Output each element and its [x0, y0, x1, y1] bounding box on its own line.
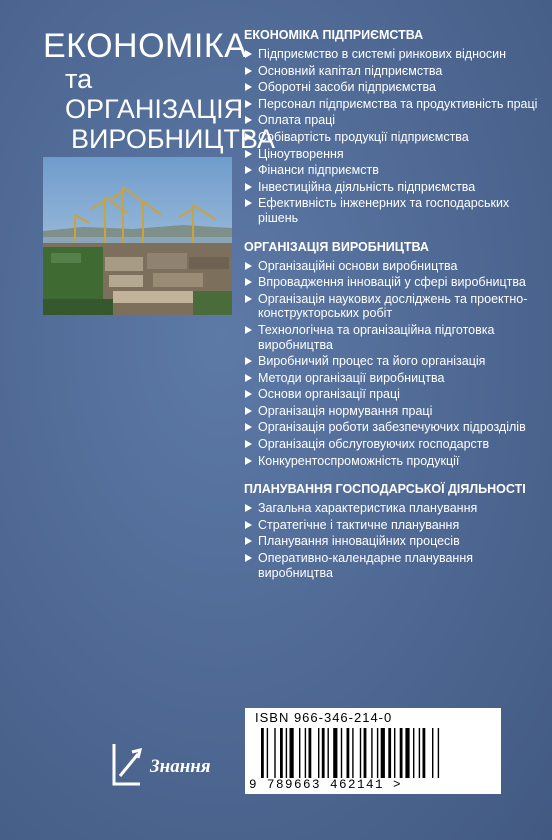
contents-item: Собівартість продукції підприємства: [244, 130, 544, 145]
contents-item: Стратегічне і тактичне планування: [244, 518, 544, 533]
title-line-2: та ОРГАНІЗАЦІЯ: [65, 64, 244, 124]
arrow-bullet-icon: [245, 278, 252, 286]
contents-item: Організація нормування праці: [244, 404, 544, 419]
table-of-contents: [244, 28, 544, 594]
isbn-barcode: [245, 708, 501, 794]
arrow-bullet-icon: [245, 423, 252, 431]
contents-item: Конкурентоспроможність продукції: [244, 454, 544, 469]
arrow-bullet-icon: [245, 183, 252, 191]
arrow-bullet-icon: [245, 133, 252, 141]
contents-item: Оборотні засоби підприємства: [244, 80, 544, 95]
arrow-bullet-icon: [245, 83, 252, 91]
contents-item: Персонал підприємства та продуктивність праці: [244, 97, 544, 112]
arrow-bullet-icon: [245, 537, 252, 545]
arrow-bullet-icon: [245, 504, 252, 512]
title-line-3: ВИРОБНИЦТВА: [71, 124, 276, 154]
arrow-bullet-icon: [245, 150, 252, 158]
arrow-bullet-icon: [245, 295, 252, 303]
contents-item: Підприємство в системі ринкових відносин: [244, 47, 544, 62]
arrow-bullet-icon: [245, 100, 252, 108]
arrow-bullet-icon: [245, 262, 252, 270]
contents-item: Оперативно-календарне планування виробництва: [244, 551, 544, 580]
section-heading: ЕКОНОМІКА ПІДПРИЄМСТВА: [244, 28, 424, 42]
publisher-logo: [110, 742, 230, 790]
section-heading: ПЛАНУВАННЯ ГОСПОДАРСЬКОЇ ДІЯЛЬНОСТІ: [244, 482, 526, 497]
arrow-bullet-icon: [245, 67, 252, 75]
contents-item: Виробничий процес та його організація: [244, 354, 544, 369]
contents-item: Організація обслуговуючих господарств: [244, 437, 544, 452]
contents-item: Організаційні основи виробництва: [244, 259, 544, 274]
arrow-bullet-icon: [245, 440, 252, 448]
contents-item: Ціноутворення: [244, 147, 544, 162]
contents-item: Основи організації праці: [244, 387, 544, 402]
publisher-name: Знання: [150, 756, 211, 777]
contents-item: Організація роботи забезпечуючих підрозділів: [244, 420, 544, 435]
barcode-icon: [259, 728, 493, 778]
arrow-bullet-icon: [245, 374, 252, 382]
isbn-number: ISBN 966-346-214-0: [255, 710, 393, 725]
contents-item: Оплата праці: [244, 113, 544, 128]
arrow-bullet-icon: [245, 326, 252, 334]
arrow-bullet-icon: [245, 199, 252, 207]
arrow-bullet-icon: [245, 554, 252, 562]
arrow-bullet-icon: [245, 407, 252, 415]
contents-item: Впровадження інновацій у сфері виробництва: [244, 275, 544, 290]
port-cranes-photo: [43, 157, 232, 315]
contents-item: Організація наукових досліджень та проектно-конструкторських робіт: [244, 292, 544, 321]
contents-item: Основний капітал підприємства: [244, 64, 544, 79]
contents-item: Планування інноваційних процесів: [244, 534, 544, 549]
book-title: [43, 27, 276, 154]
contents-item: Фінанси підприємств: [244, 163, 544, 178]
arrow-bullet-icon: [245, 357, 252, 365]
section-heading: ОРГАНІЗАЦІЯ ВИРОБНИЦТВА: [244, 239, 429, 254]
arrow-bullet-icon: [245, 50, 252, 58]
contents-item: Загальна характеристика планування: [244, 501, 544, 516]
title-line-1: ЕКОНОМІКА: [43, 27, 248, 65]
arrow-bullet-icon: [245, 166, 252, 174]
contents-item: Інвестиційна діяльність підприємства: [244, 180, 544, 195]
contents-item: Ефективність інженерних та господарських рішень: [244, 196, 544, 225]
barcode-digits: 9 789663 462141 >: [249, 778, 403, 792]
contents-item: Методи організації виробництва: [244, 371, 544, 386]
arrow-bullet-icon: [245, 116, 252, 124]
arrow-bullet-icon: [245, 521, 252, 529]
section-planning: [244, 482, 544, 580]
section-organization: [244, 240, 544, 469]
contents-item: Технологічна та організаційна підготовка виробництва: [244, 323, 544, 352]
publisher-mark-icon: [110, 742, 144, 786]
section-economics: [244, 28, 544, 226]
arrow-bullet-icon: [245, 390, 252, 398]
arrow-bullet-icon: [245, 457, 252, 465]
